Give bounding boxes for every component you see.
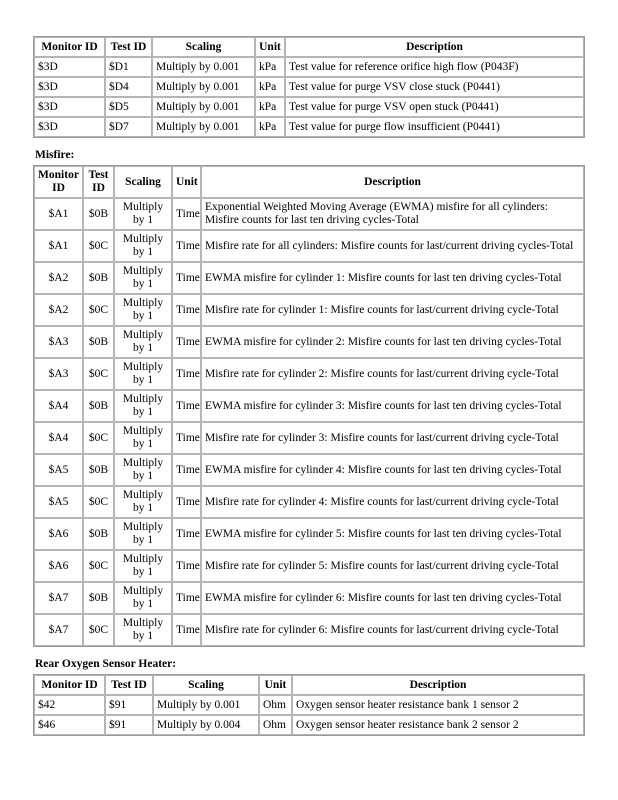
cell-test-id: $0B	[83, 262, 114, 294]
cell-scaling: Multiply by 1	[114, 486, 172, 518]
cell-description: Exponential Weighted Moving Average (EWMA) misfire for all cylinders: Misfire counts for last ten driving cycles-Total	[201, 198, 584, 230]
cell-unit: Time	[172, 582, 201, 614]
cell-monitor-id: $A2	[34, 262, 83, 294]
cell-description: Test value for purge VSV close stuck (P0441)	[285, 77, 584, 97]
cell-unit: Ohm	[259, 695, 292, 715]
table-row	[34, 454, 584, 486]
table-header-row	[34, 675, 584, 695]
cell-description: EWMA misfire for cylinder 1: Misfire counts for last ten driving cycles-Total	[201, 262, 584, 294]
cell-description: Misfire rate for cylinder 3: Misfire counts for last/current driving cycle-Total	[201, 422, 584, 454]
cell-unit: Time	[172, 454, 201, 486]
cell-monitor-id: $3D	[34, 77, 105, 97]
cell-monitor-id: $46	[34, 715, 105, 735]
column-header-scaling: Scaling	[114, 166, 172, 198]
cell-test-id: $91	[105, 715, 153, 735]
cell-test-id: $D4	[105, 77, 152, 97]
cell-description: EWMA misfire for cylinder 4: Misfire counts for last ten driving cycles-Total	[201, 454, 584, 486]
cell-monitor-id: $42	[34, 695, 105, 715]
cell-scaling: Multiply by 1	[114, 294, 172, 326]
cell-monitor-id: $A6	[34, 550, 83, 582]
cell-unit: Time	[172, 486, 201, 518]
table-row	[34, 117, 584, 137]
cell-test-id: $0C	[83, 486, 114, 518]
cell-monitor-id: $A5	[34, 454, 83, 486]
table-row	[34, 57, 584, 77]
cell-test-id: $D5	[105, 97, 152, 117]
cell-unit: Time	[172, 550, 201, 582]
cell-description: Oxygen sensor heater resistance bank 2 sensor 2	[292, 715, 584, 735]
cell-monitor-id: $A4	[34, 390, 83, 422]
cell-test-id: $D7	[105, 117, 152, 137]
cell-monitor-id: $A1	[34, 198, 83, 230]
document-page	[33, 36, 585, 736]
cell-unit: Time	[172, 326, 201, 358]
table-row	[34, 262, 584, 294]
table-row	[34, 422, 584, 454]
table-row	[34, 614, 584, 646]
cell-description: Misfire rate for cylinder 5: Misfire counts for last/current driving cycle-Total	[201, 550, 584, 582]
column-header-description: Description	[292, 675, 584, 695]
cell-scaling: Multiply by 0.004	[153, 715, 259, 735]
table-row	[34, 77, 584, 97]
cell-test-id: $0B	[83, 390, 114, 422]
column-header-description: Description	[201, 166, 584, 198]
cell-unit: kPa	[255, 117, 285, 137]
cell-unit: Time	[172, 230, 201, 262]
cell-monitor-id: $A7	[34, 614, 83, 646]
cell-test-id: $0B	[83, 454, 114, 486]
cell-scaling: Multiply by 1	[114, 358, 172, 390]
cell-scaling: Multiply by 1	[114, 614, 172, 646]
cell-unit: Time	[172, 390, 201, 422]
table-row	[34, 390, 584, 422]
table-row	[34, 198, 584, 230]
table-row	[34, 582, 584, 614]
cell-description: Test value for purge VSV open stuck (P0441)	[285, 97, 584, 117]
cell-monitor-id: $A3	[34, 358, 83, 390]
table-header-row	[34, 166, 584, 198]
table-row	[34, 230, 584, 262]
cell-scaling: Multiply by 1	[114, 390, 172, 422]
cell-scaling: Multiply by 1	[114, 230, 172, 262]
table-row	[34, 550, 584, 582]
misfire-table	[33, 165, 585, 647]
misfire-heading: Misfire:	[35, 149, 75, 161]
cell-description: Misfire rate for cylinder 1: Misfire counts for last/current driving cycle-Total	[201, 294, 584, 326]
cell-description: Misfire rate for cylinder 4: Misfire counts for last/current driving cycle-Total	[201, 486, 584, 518]
table-row	[34, 97, 584, 117]
table-row	[34, 695, 584, 715]
cell-scaling: Multiply by 1	[114, 198, 172, 230]
cell-monitor-id: $A6	[34, 518, 83, 550]
cell-unit: Ohm	[259, 715, 292, 735]
cell-test-id: $0C	[83, 422, 114, 454]
cell-monitor-id: $A2	[34, 294, 83, 326]
cell-test-id: $0C	[83, 230, 114, 262]
column-header-test-id: Test ID	[83, 166, 114, 198]
column-header-scaling: Scaling	[153, 675, 259, 695]
cell-test-id: $0B	[83, 198, 114, 230]
cell-test-id: $91	[105, 695, 153, 715]
cell-unit: kPa	[255, 97, 285, 117]
cell-scaling: Multiply by 1	[114, 550, 172, 582]
table-row	[34, 358, 584, 390]
cell-scaling: Multiply by 1	[114, 518, 172, 550]
cell-monitor-id: $3D	[34, 117, 105, 137]
cell-unit: Time	[172, 358, 201, 390]
cell-description: Oxygen sensor heater resistance bank 1 sensor 2	[292, 695, 584, 715]
table-row	[34, 486, 584, 518]
cell-test-id: $0B	[83, 518, 114, 550]
cell-test-id: $0C	[83, 358, 114, 390]
table-row	[34, 326, 584, 358]
cell-scaling: Multiply by 0.001	[153, 695, 259, 715]
cell-scaling: Multiply by 0.001	[152, 57, 255, 77]
cell-scaling: Multiply by 1	[114, 262, 172, 294]
cell-description: EWMA misfire for cylinder 2: Misfire counts for last ten driving cycles-Total	[201, 326, 584, 358]
column-header-test-id: Test ID	[105, 675, 153, 695]
cell-description: EWMA misfire for cylinder 6: Misfire counts for last ten driving cycles-Total	[201, 582, 584, 614]
table-header-row	[34, 37, 584, 57]
cell-monitor-id: $3D	[34, 97, 105, 117]
column-header-monitor-id: Monitor ID	[34, 675, 105, 695]
cell-monitor-id: $3D	[34, 57, 105, 77]
cell-unit: Time	[172, 198, 201, 230]
cell-test-id: $D1	[105, 57, 152, 77]
cell-monitor-id: $A3	[34, 326, 83, 358]
column-header-unit: Unit	[255, 37, 285, 57]
cell-scaling: Multiply by 1	[114, 422, 172, 454]
column-header-unit: Unit	[259, 675, 292, 695]
cell-test-id: $0C	[83, 614, 114, 646]
cell-monitor-id: $A7	[34, 582, 83, 614]
rear-oxygen-sensor-heading: Rear Oxygen Sensor Heater:	[35, 658, 177, 670]
cell-monitor-id: $A1	[34, 230, 83, 262]
cell-description: EWMA misfire for cylinder 5: Misfire counts for last ten driving cycles-Total	[201, 518, 584, 550]
cell-description: Misfire rate for cylinder 2: Misfire counts for last/current driving cycle-Total	[201, 358, 584, 390]
column-header-test-id: Test ID	[105, 37, 152, 57]
cell-scaling: Multiply by 0.001	[152, 97, 255, 117]
column-header-description: Description	[285, 37, 584, 57]
cell-scaling: Multiply by 0.001	[152, 77, 255, 97]
cell-monitor-id: $A5	[34, 486, 83, 518]
column-header-scaling: Scaling	[152, 37, 255, 57]
cell-description: Misfire rate for all cylinders: Misfire counts for last/current driving cycles-Total	[201, 230, 584, 262]
cell-description: Test value for reference orifice high flow (P043F)	[285, 57, 584, 77]
column-header-unit: Unit	[172, 166, 201, 198]
cell-unit: kPa	[255, 77, 285, 97]
cell-unit: Time	[172, 614, 201, 646]
table-row	[34, 715, 584, 735]
cell-unit: Time	[172, 262, 201, 294]
cell-description: Misfire rate for cylinder 6: Misfire counts for last/current driving cycle-Total	[201, 614, 584, 646]
cell-description: EWMA misfire for cylinder 3: Misfire counts for last ten driving cycles-Total	[201, 390, 584, 422]
cell-unit: Time	[172, 294, 201, 326]
cell-unit: Time	[172, 422, 201, 454]
cell-test-id: $0C	[83, 294, 114, 326]
evap-monitor-table	[33, 36, 585, 138]
cell-description: Test value for purge flow insufficient (P0441)	[285, 117, 584, 137]
cell-test-id: $0B	[83, 326, 114, 358]
cell-unit: Time	[172, 518, 201, 550]
cell-monitor-id: $A4	[34, 422, 83, 454]
column-header-monitor-id: Monitor ID	[34, 37, 105, 57]
table-row	[34, 518, 584, 550]
cell-unit: kPa	[255, 57, 285, 77]
cell-scaling: Multiply by 1	[114, 326, 172, 358]
cell-scaling: Multiply by 0.001	[152, 117, 255, 137]
rear-oxygen-sensor-table	[33, 674, 585, 736]
table-row	[34, 294, 584, 326]
cell-scaling: Multiply by 1	[114, 454, 172, 486]
cell-test-id: $0C	[83, 550, 114, 582]
column-header-monitor-id: Monitor ID	[34, 166, 83, 198]
cell-scaling: Multiply by 1	[114, 582, 172, 614]
cell-test-id: $0B	[83, 582, 114, 614]
